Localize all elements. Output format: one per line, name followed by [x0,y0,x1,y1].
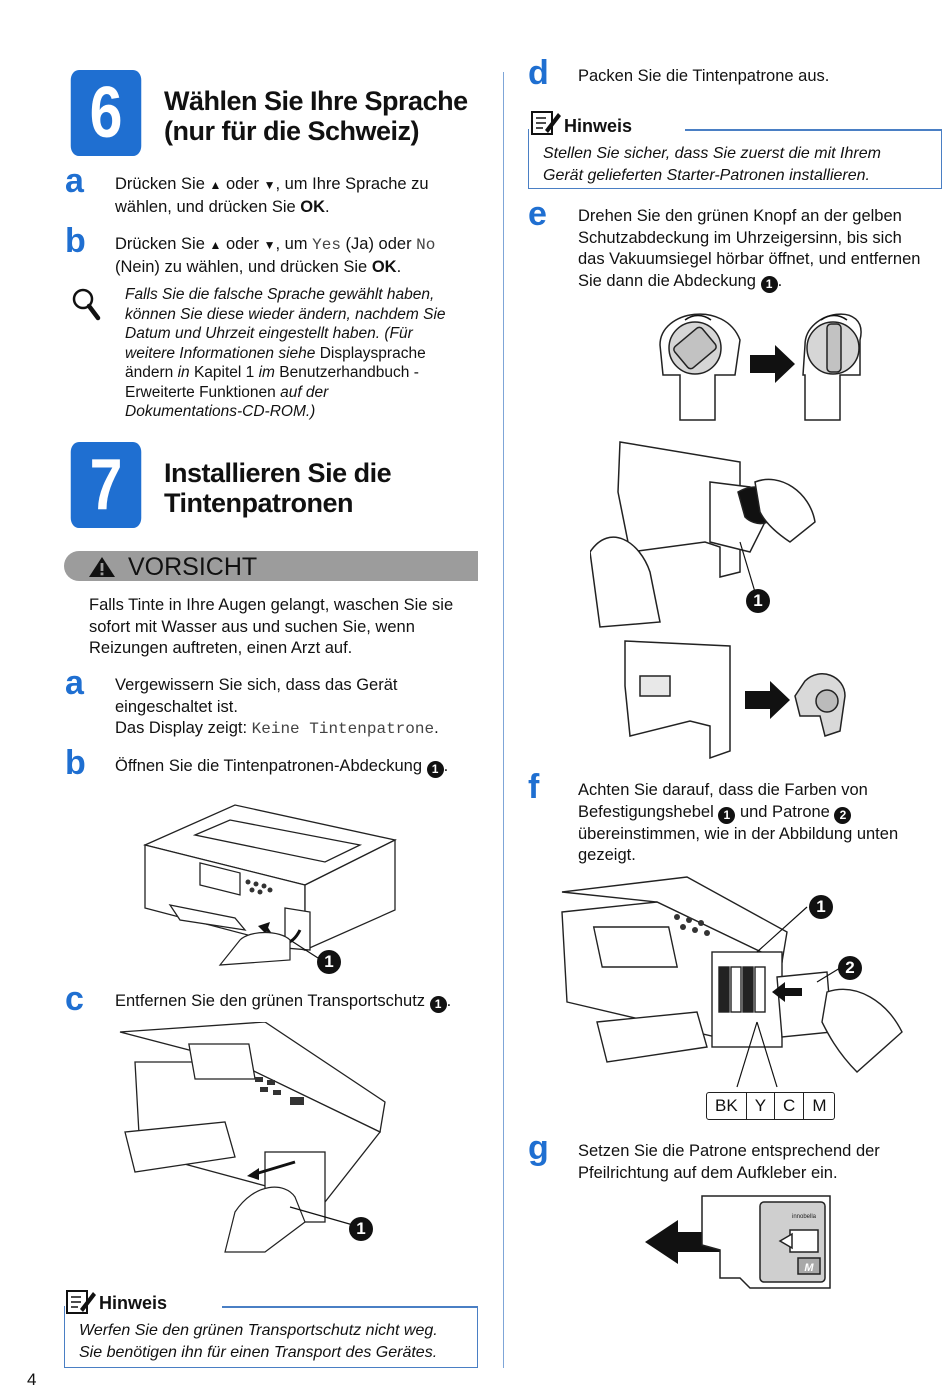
printer-open-cover-illustration [140,800,410,980]
cartridge-cover-removed-illustration [620,636,860,766]
up-arrow-icon: ▲ [209,178,222,192]
callout-marker: 1 [761,276,778,293]
step-letter: d [528,54,549,92]
step6-title-line2: (nur für die Schweiz) [164,116,420,146]
step7-title [164,458,391,518]
down-arrow-icon: ▼ [263,238,276,252]
caution-bar [64,551,478,581]
step7e-text: Drehen Sie den grünen Knopf an der gelben Schutzabdeckung im Uhrzeigersinn, bis sich das Vakuumsiegel hörbar öffnet, und entfernen Sie dann die Abdeckung 1 . [578,207,921,291]
knob-turning-illustration [655,300,875,428]
remove-protective-cover-illustration [590,432,820,632]
caution-text: Falls Tinte in Ihre Augen gelangt, waschen Sie sie sofort mit Wasser aus und suchen Sie, wenn Reizungen auftreten, einen Arzt auf. [89,596,454,657]
step6a-text: Drücken Sie ▲ oder ▼, um Ihre Sprache zu wählen, und drücken Sie OK. [115,175,429,216]
figure-callout: 1 [349,1217,373,1241]
column-divider [503,72,504,1368]
up-arrow-icon: ▲ [209,238,222,252]
step-letter: b [65,222,86,260]
callout-marker: 2 [834,807,851,824]
ink-color-labels [706,1092,835,1120]
step7d-text: Packen Sie die Tintenpatrone aus. [578,67,830,85]
step7g-text: Setzen Sie die Patrone entsprechend der Pfeilrichtung auf dem Aufkleber ein. [578,1142,880,1182]
figure-callout: 1 [317,950,341,974]
caution-title: VORSICHT [128,553,258,581]
down-arrow-icon: ▼ [263,178,276,192]
note-text: Stellen Sie sicher, dass Sie zuerst die mit Ihrem Gerät gelieferten Starter-Patronen installieren. [543,145,881,184]
remove-transport-protection-illustration [115,1022,390,1272]
step6b-text: Drücken Sie ▲ oder ▼, um Yes (Ja) oder No (Nein) zu wählen, und drücken Sie OK. [115,235,436,276]
step-number-badge: 6 [71,70,142,156]
figure-callout: 2 [838,956,862,980]
note-text: Werfen Sie den grünen Transportschutz nicht weg. Sie benötigen ihn für einen Transport des Gerätes. [79,1322,438,1361]
step-letter: b [65,744,86,782]
color-label-y: Y [747,1093,775,1119]
cartridge-arrow-illustration [640,1190,840,1295]
step7f-text: Achten Sie darauf, dass die Farben von Befestigungshebel 1 und Patrone 2 übereinstimmen, wie in der Abbildung unten gezeigt. [578,781,899,864]
step-letter: e [528,195,547,233]
callout-marker: 1 [427,761,444,778]
note-title: Hinweis [99,1293,168,1313]
sticker-color-letter: M [804,1262,814,1274]
step-number-badge: 7 [71,442,142,528]
step6-title [164,86,468,146]
step7-title-line1: Installieren Sie die [164,458,392,488]
tip-text: Falls Sie die falsche Sprache gewählt haben, können Sie diese wieder ändern, nachdem Sie Datum und Uhrzeit eingestellt haben. (Für weitere Informationen siehe Displaysprache ändern in Kapitel 1 im Benutzerhandbuch - Erweiterte Funktionen auf der Dokumentations-CD-ROM.) [125,286,446,420]
color-label-bk: BK [707,1093,747,1119]
callout-marker: 1 [718,807,735,824]
step-letter: g [528,1129,549,1167]
step-letter: f [528,768,540,806]
step7b-text: Öffnen Sie die Tintenpatronen-Abdeckung 1 . [115,757,449,776]
step-letter: c [65,980,84,1018]
step-letter: a [65,162,84,200]
step7c-text: Entfernen Sie den grünen Transportschutz 1 . [115,992,452,1011]
insert-cartridge-illustration [557,872,917,1102]
color-label-c: C [775,1093,804,1119]
step6-title-line1: Wählen Sie Ihre Sprache [164,86,468,116]
figure-callout: 1 [809,895,833,919]
step7a-text: Vergewissern Sie sich, dass das Gerät eingeschaltet ist. Das Display zeigt: Keine Tintenpatrone. [115,676,439,738]
display-message: Keine Tintenpatrone [251,720,435,738]
callout-marker: 1 [430,996,447,1013]
color-label-m: M [812,1096,827,1115]
note-title: Hinweis [564,116,633,136]
figure-callout: 1 [746,589,770,613]
sticker-brand: innobella [791,1214,817,1220]
step7-title-line2: Tintenpatronen [164,488,354,518]
step-letter: a [65,664,84,702]
magnifier-icon [70,286,102,322]
page-number: 4 [27,1370,37,1388]
warning-icon [88,556,116,578]
